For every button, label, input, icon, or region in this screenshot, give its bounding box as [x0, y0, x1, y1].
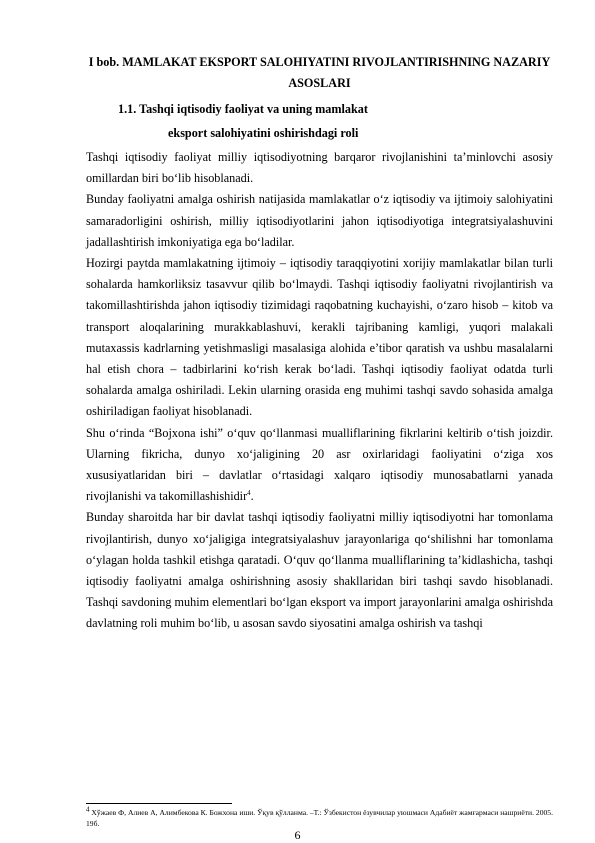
paragraph: Tashqi iqtisodiy faoliyat milliy iqtisodiyotning barqaror rivojlanishini ta’minlovchi asosiy omillardan biri bo‘lib hisoblanadi. [86, 150, 553, 186]
section-title-line1: 1.1. Tashqi iqtisodiy faoliyat va uning mamlakat [118, 102, 368, 116]
body-text [86, 147, 553, 635]
footnote [86, 807, 553, 829]
paragraph: Bunday sharoitda har bir davlat tashqi iqtisodiy faoliyatni milliy iqtisodiyotni har tomonlama rivojlantirish, dunyo xo‘jaligiga integratsiyalashuv jarayonlariga qo‘shilishni har tomonlama o‘ylagan holda tashkil etishga qaratadi. O‘quv qo‘llanma mualliflarining ta’kidlashicha, tashqi iqtisodiy faoliyatni amalga oshirishning asosiy shakllaridan biri tashqi savdo hisoblanadi. Tashqi savdoning muhim elementlari bo‘lgan eksport va import jarayonlarini amalga oshirishda davlatning roli muhim bo‘lib, u asosan savdo siyosatini amalga oshirish va tashqi [86, 510, 553, 631]
page-number: 6 [294, 828, 301, 842]
footnote-number: 4 [86, 805, 90, 814]
paragraph-text: Shu o‘rinda “Bojxona ishi” o‘quv qo‘llanmasi mualliflarining fikrlarini keltirib o‘tish joizdir. Ularning fikricha, dunyo xo‘jaligining 20 asr oxirlaridagi faoliyatini o‘ziga xos xususiyatlaridan biri – davlatlar o‘rtasidagi xalqaro iqtisodiy munosabatlarni yanada rivojlanishi va takomillashishidir [86, 425, 553, 504]
footnote-text: Хўжаев Ф, Алиев А, Алимбекова К. Божхона иши. Ўқув қўлланма. –Т.: Ўзбекистон ёзувчилар уюшмаси Адабиёт жамғармаси нашриёти. 2005. 19б. [86, 808, 553, 828]
footnote-marker[interactable]: 4 [247, 489, 251, 498]
paragraph: Hozirgi paytda mamlakatning ijtimoiy – iqtisodiy taraqqiyotini xorijiy mamlakatlar bilan turli sohalarda hamkorliksiz tasavvur qilib bo‘lmaydi. Tashqi iqtisodiy faoliyatni rivojlantirish va takomillashtirishda jahon iqtisodiy tizimidagi raqobatning kuchayishi, o‘zaro hisob – kitob va transport aloqalarining murakkablashuvi, kerakli tajribaning kamligi, yuqori malakali mutaxassis kadrlarning yetishmasligi masalasiga alohida e’tibor qaratish va ushbu masalalarni hal etish chora – tadbirlarini ko‘rish kerak bo‘ladi. Tashqi iqtisodiy faoliyat odatda turli sohalarda amalga oshiriladi. Lekin ularning orasida eng muhimi tashqi savdo sohasida amalga oshiriladigan faoliyat hisoblanadi. [86, 256, 553, 419]
footnote-divider [86, 803, 232, 804]
section-title-line2: eksport salohiyatini oshirishdagi roli [168, 126, 359, 140]
paragraph-with-footnote: Shu o‘rinda “Bojxona ishi” o‘quv qo‘llanmasi mualliflarining fikrlarini keltirib o‘tish joizdir. Ularning fikricha, dunyo xo‘jaligining 20 asr oxirlaridagi faoliyatini o‘ziga xos xususiyatlaridan biri – davlatlar o‘rtasidagi xalqaro iqtisodiy munosabatlarni yanada rivojlanishi va takomillashishidir$^4$. [86, 425, 553, 504]
paragraph: Bunday faoliyatni amalga oshirish natijasida mamlakatlar o‘z iqtisodiy va ijtimoiy salohiyatini samaradorligini oshirish, milliy iqtisodiyotlarini jahon iqtisodiyotiga integratsiyalashuvini jadallashtirish imkoniyatiga ega bo‘ladilar. [86, 192, 553, 249]
chapter-title: I bob. MAMLAKAT EKSPORT SALOHIYATINI RIVOJLANTIRISHNING NAZARIY ASOSLARI [88, 55, 551, 90]
